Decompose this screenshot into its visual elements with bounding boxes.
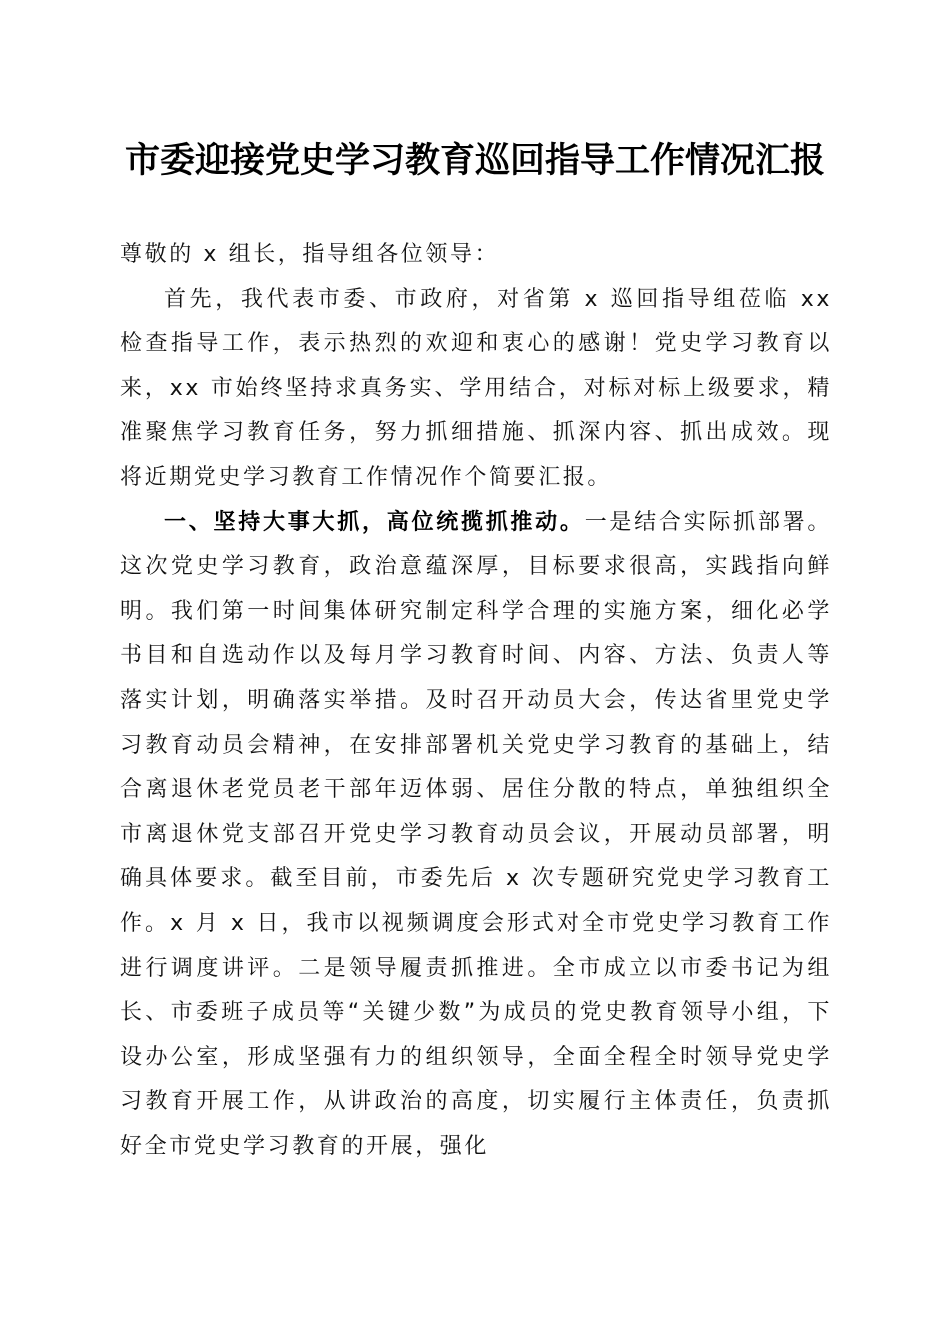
section-1-body: 一是结合实际抓部署。这次党史学习教育，政治意蕴深厚，目标要求很高，实践指向鲜明。我们第一时间集体研究制定科学合理的实施方案，细化必学书目和自选动作以及每月学习教育时间、内容、方法、负责人等落实计划，明确落实举措。及时召开动员大会，传达省里党史学习教育动员会精神，在安排部署机关党史学习教育的基础上，结合离退休老党员老干部年迈体弱、居住分散的特点，单独组织全市离退休党支部召开党史学习教育动员会议，开展动员部署，明确具体要求。截至目前，市委先后 x 次专题研究党史学习教育工作。x 月 x 日，我市以视频调度会形式对全市党史学习教育工作进行调度讲评。二是领导履责抓推进。全市成立以市委书记为组长、市委班子成员等“关键少数”为成员的党史教育领导小组，下设办公室，形成坚强有力的组织领导，全面全程全时领导党史学习教育开展工作，从讲政治的高度，切实履行主体责任，负责抓好全市党史学习教育的开展，强化 xyxy=(120,509,832,1159)
salutation: 尊敬的 x 组长，指导组各位领导： xyxy=(120,242,500,267)
opening-paragraph: 首先，我代表市委、市政府，对省第 x 巡回指导组莅临 xx 检查指导工作，表示热烈的欢迎和衷心的感谢！党史学习教育以来，xx 市始终坚持求真务实、学用结合，对标对标上级要求，精准聚焦学习教育任务，努力抓细措施、抓深内容、抓出成效。现将近期党史学习教育工作情况作个简要汇报。 xyxy=(120,286,832,490)
section-1-paragraph xyxy=(120,501,832,1170)
section-1-heading: 一、坚持大事大抓，高位统揽抓推动。 xyxy=(164,509,585,535)
document-body xyxy=(120,233,832,1169)
document-title: 市委迎接党史学习教育巡回指导工作情况汇报 xyxy=(124,140,825,181)
